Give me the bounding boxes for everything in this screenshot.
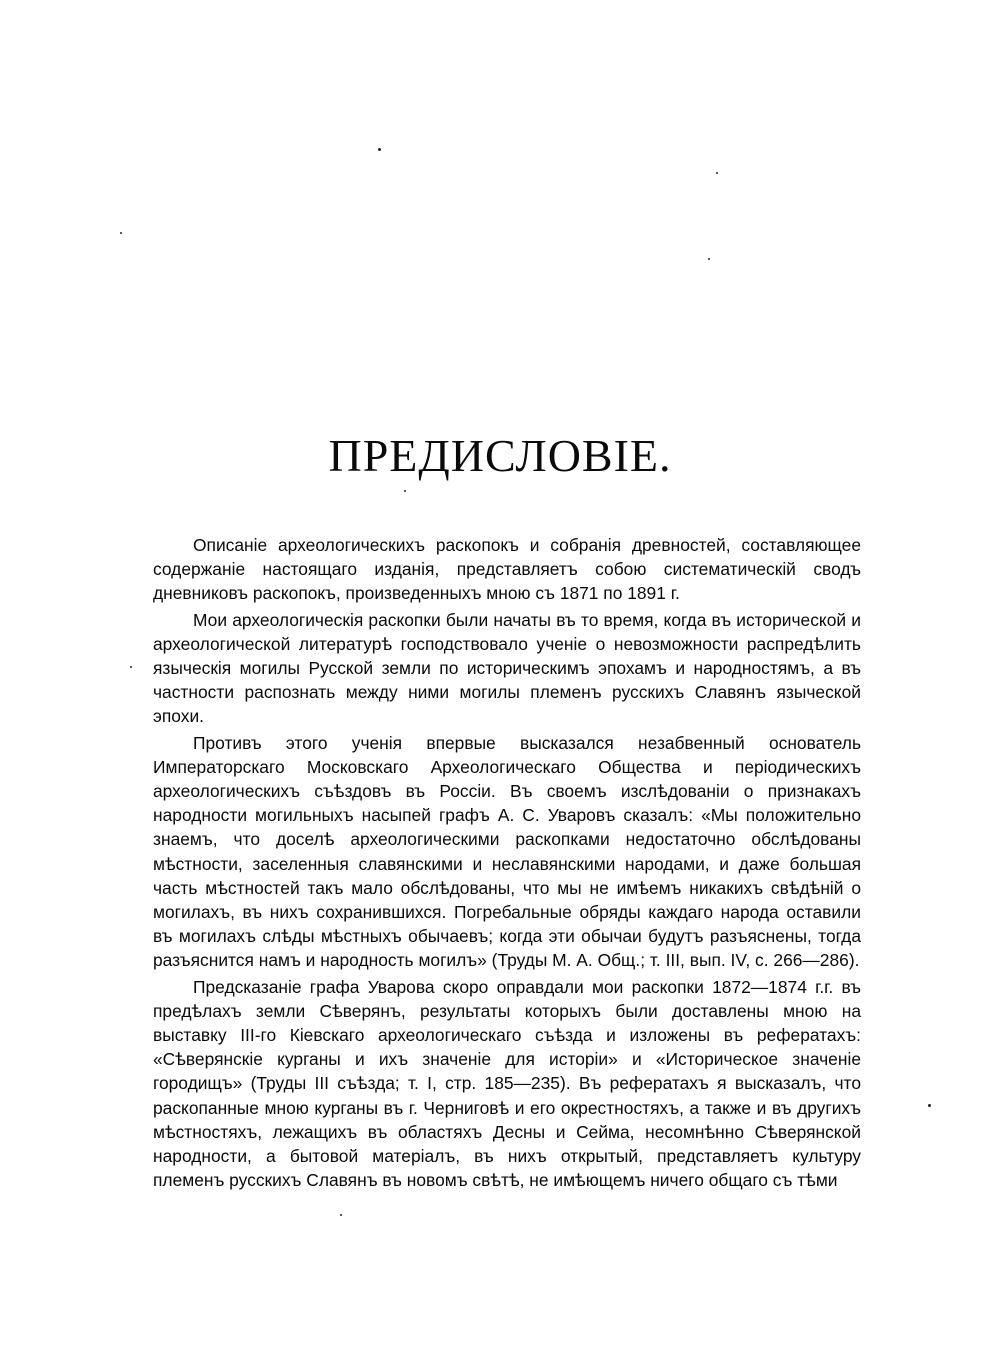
scan-speck bbox=[928, 1104, 931, 1107]
scan-speck bbox=[120, 232, 122, 234]
paragraph: Описаніе археологическихъ раскопокъ и собранія древностей, составляющее содержаніе настоящаго изданія, представляетъ собою систематическій сводъ дневниковъ раскопокъ, произведенныхъ мною съ 1871 по 1891 г. bbox=[153, 535, 861, 604]
scan-speck bbox=[378, 148, 381, 151]
scan-speck bbox=[340, 1214, 342, 1216]
paragraph: Предсказаніе графа Уварова скоро оправдали мои раскопки 1872—1874 г.г. въ предѣлахъ земли Сѣверянъ, результаты которыхъ были доставлены мною на выставку III-го Кіевскаго археологическаго съѣзда и изложены въ рефератахъ: «Сѣверянскіе курганы и ихъ значеніе для исторіи» и «Историческое значеніе городищъ» (Труды III съѣзда; т. I, стр. 185—235). Въ рефератахъ я высказалъ, что раскопанные мною курганы въ г. Черниговѣ и его окрестностяхъ, а также и въ другихъ мѣстностяхъ, лежащихъ въ областяхъ Десны и Сейма, несомнѣнно Сѣверянской народности, а бытовой матеріалъ, въ нихъ открытый, представляетъ культуру племенъ русскихъ Славянъ въ новомъ свѣтѣ, не имѣющемъ ничего общаго съ тѣми bbox=[153, 976, 861, 1191]
preface-body bbox=[153, 533, 861, 1194]
paragraph: Мои археологическія раскопки были начаты въ то время, когда въ исторической и археологической литературѣ господствовало ученіе о невозможности распредѣлить языческія могилы Русской земли по историческимъ эпохамъ и народностямъ, а въ частности распознать между ними могилы племенъ русскихъ Славянъ языческой эпохи. bbox=[153, 609, 861, 727]
scan-speck bbox=[130, 666, 132, 668]
paragraph: Противъ этого ученія впервые высказался незабвенный основатель Императорскаго Московскаго Археологическаго Общества и періодическихъ археологическихъ съѣздовъ въ Россіи. Въ своемъ изслѣдованіи о признакахъ народности могильныхъ насыпей графъ А. С. Уваровъ сказалъ: «Мы положительно знаемъ, что доселѣ археологическими раскопками недостаточно обслѣдованы мѣстности, заселенныя славянскими и неславянскими народами, и даже большая часть мѣстностей такъ мало обслѣдованы, что мы не имѣемъ никакихъ свѣдѣній о могилахъ, въ нихъ сохранившихся. Погребальные обряды каждаго народа оставили въ могилахъ слѣды мѣстныхъ обычаевъ; когда эти обычаи будутъ разъяснены, тогда разъяснится намъ и народность могилъ» (Труды М. А. Общ.; т. III, вып. IV, с. 266—286). bbox=[153, 732, 861, 971]
scan-speck bbox=[404, 490, 406, 492]
page-title: ПРЕДИСЛОВІЕ. bbox=[328, 430, 672, 481]
scan-speck bbox=[716, 172, 718, 174]
scan-speck bbox=[708, 258, 710, 260]
